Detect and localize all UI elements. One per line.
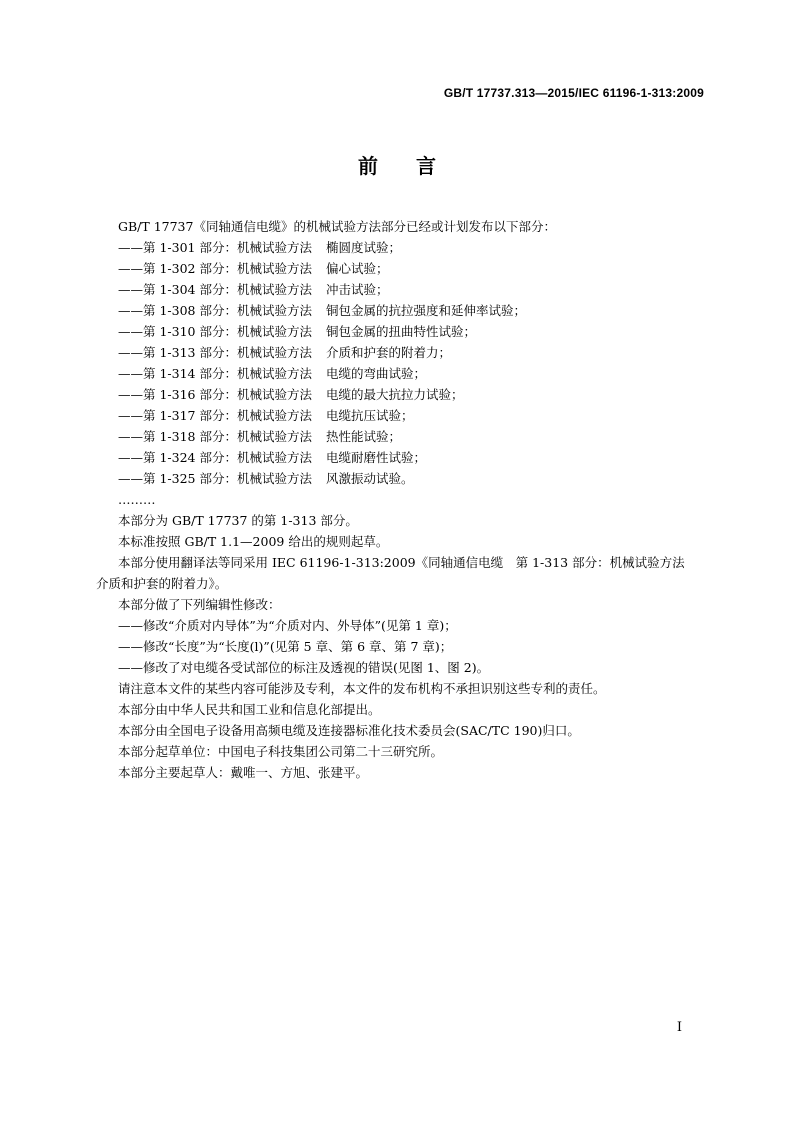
list-item: ——第 1-324 部分：机械试验方法 电缆耐磨性试验； [118, 450, 426, 465]
intro-paragraph: GB/T 17737《同轴通信电缆》的机械试验方法部分已经或计划发布以下部分： [118, 219, 556, 234]
paragraph-drafting-unit: 本部分起草单位：中国电子科技集团公司第二十三研究所。 [118, 744, 444, 759]
list-item: ——第 1-317 部分：机械试验方法 电缆抗压试验； [118, 408, 414, 423]
paragraph-part-scope: 本部分为 GB/T 17737 的第 1-313 部分。 [118, 513, 358, 528]
list-item: ——修改“介质对内导体”为“介质对内、外导体”(见第 1 章)； [118, 618, 457, 633]
paragraph-drafters: 本部分主要起草人：戴唯一、方旭、张建平。 [118, 765, 369, 780]
list-item: ——第 1-301 部分：机械试验方法 椭圆度试验； [118, 240, 401, 255]
paragraph-patent-notice: 请注意本文件的某些内容可能涉及专利，本文件的发布机构不承担识别这些专利的责任。 [118, 681, 606, 696]
list-item: ——修改了对电缆各受试部位的标注及透视的错误(见图 1、图 2)。 [118, 660, 490, 675]
list-item: ——第 1-308 部分：机械试验方法 铜包金属的抗拉强度和延伸率试验； [118, 303, 526, 318]
edits-list [118, 615, 708, 678]
paragraph-administered-by: 本部分由全国电子设备用高频电缆及连接器标准化技术委员会(SAC/TC 190)归口。 [118, 723, 580, 738]
paragraph-adoption-continued: 介质和护套的附着力》。 [96, 576, 228, 591]
paragraph-proposed-by: 本部分由中华人民共和国工业和信息化部提出。 [118, 702, 381, 717]
list-item: ——第 1-316 部分：机械试验方法 电缆的最大抗拉力试验； [118, 387, 464, 402]
list-item: ——第 1-302 部分：机械试验方法 偏心试验； [118, 261, 389, 276]
foreword-body [96, 216, 708, 783]
list-item: ——修改“长度”为“长度(l)”(见第 5 章、第 6 章、第 7 章)； [118, 639, 453, 654]
list-item: ——第 1-313 部分：机械试验方法 介质和护套的附着力； [118, 345, 451, 360]
paragraph-edits-intro: 本部分做了下列编辑性修改： [118, 597, 281, 612]
list-item: ——第 1-318 部分：机械试验方法 热性能试验； [118, 429, 401, 444]
list-item: ——第 1-310 部分：机械试验方法 铜包金属的扭曲特性试验； [118, 324, 476, 339]
list-item: ——第 1-314 部分：机械试验方法 电缆的弯曲试验； [118, 366, 426, 381]
list-item: ——第 1-325 部分：机械试验方法 风激振动试验。 [118, 471, 414, 486]
paragraph-drafting-rules: 本标准按照 GB/T 1.1—2009 给出的规则起草。 [118, 534, 389, 549]
list-item: ——第 1-304 部分：机械试验方法 冲击试验； [118, 282, 389, 297]
page-title: 前言 [358, 154, 474, 178]
parts-list [118, 237, 708, 489]
standard-code-header: GB/T 17737.313—2015/IEC 61196-1-313:2009 [443, 86, 704, 100]
paragraph-adoption: 本部分使用翻译法等同采用 IEC 61196-1-313:2009《同轴通信电缆 第 1-313 部分：机械试验方法 [118, 555, 685, 570]
list-ellipsis: ……… [118, 492, 156, 507]
page-number: I [676, 1020, 682, 1035]
